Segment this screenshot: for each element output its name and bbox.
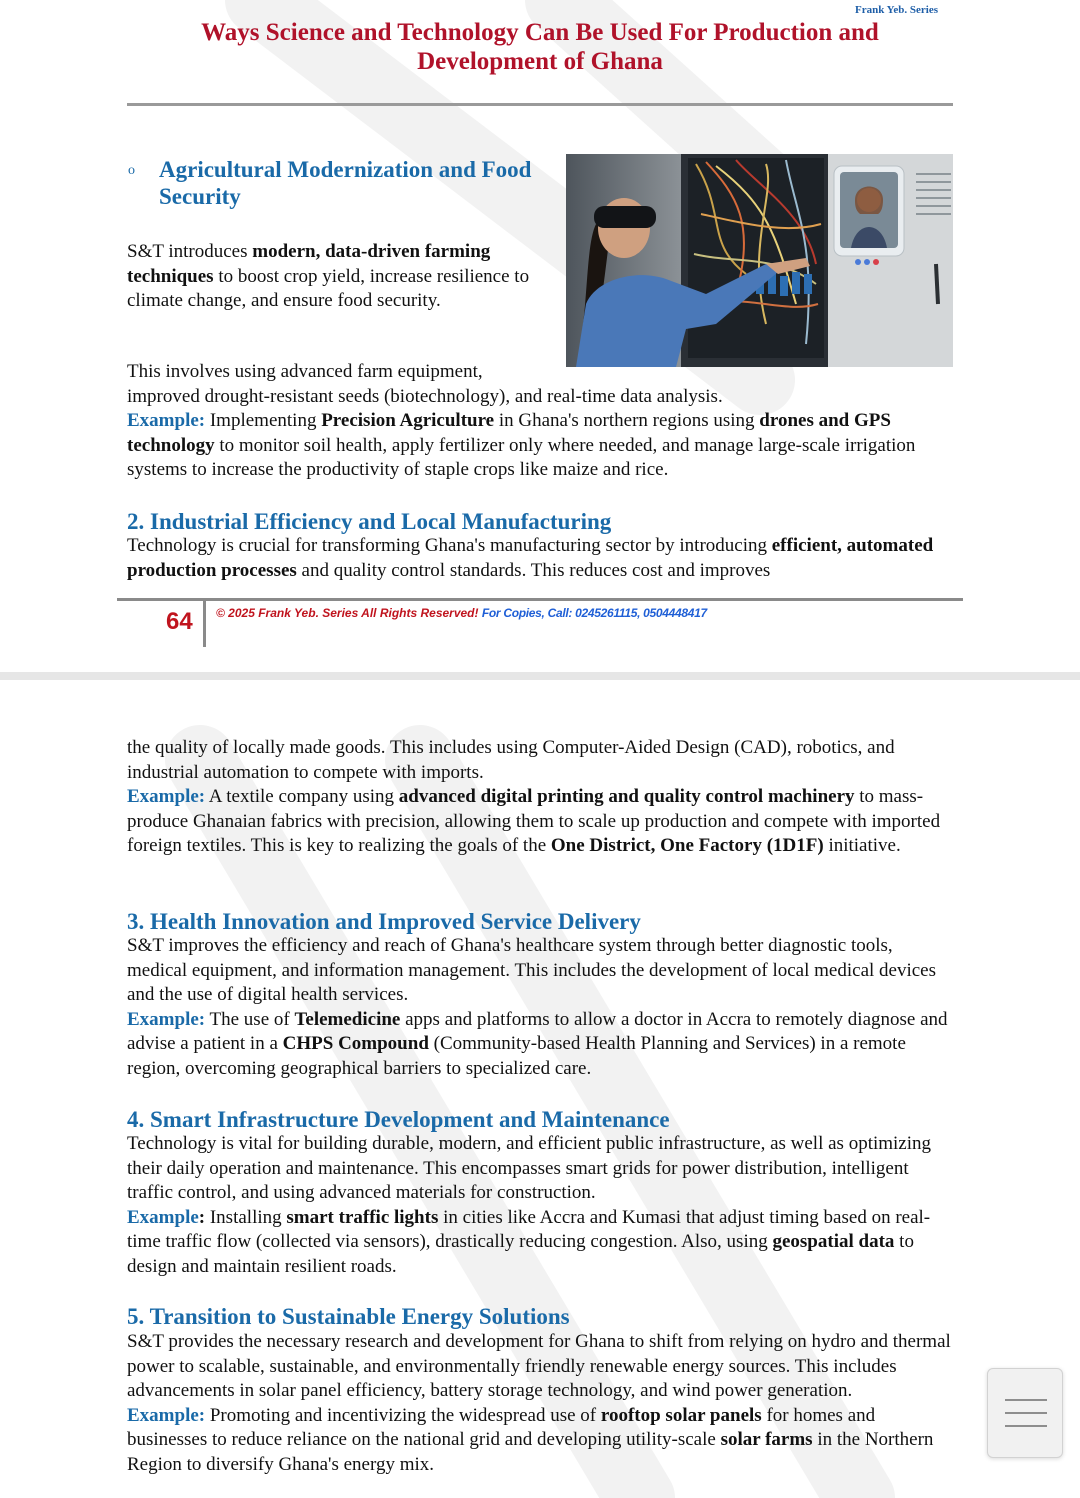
section-heading-agriculture: Agricultural Modernization and Food Security — [159, 157, 532, 209]
menu-button[interactable] — [987, 1368, 1063, 1458]
section-heading-industry: 2. Industrial Efficiency and Local Manufacturing — [127, 509, 612, 534]
copyright-notice: © 2025 Frank Yeb. Series All Rights Reserved! For Copies, Call: 0245261115, 0504448417 — [216, 606, 707, 620]
page-separator — [0, 672, 1080, 680]
section-heading-infrastructure: 4. Smart Infrastructure Development and Maintenance — [127, 1107, 670, 1132]
agri-details: This involves using advanced farm equipment, improved drought-resistant seeds (biotechnology), and real-time data analysis. Example: Implementing Precision Agriculture in Ghana's northern regions using drones and GPS technology to monitor soil health, apply fertilizer only where needed, and manage large-scale irrigation systems to increase the productivity of staple crops like maize and rice. — [127, 361, 916, 480]
bullet-icon: o — [128, 163, 135, 178]
health-body: S&T improves the efficiency and reach of Ghana's healthcare system through better diagnostic tools, medical equipment, and information management. This includes the development of local medical devices and the use of digital health services. Example: The use of Telemedicine apps and platforms to allow a doctor in Accra to remotely diagnose and advise a patient in a CHPS Compound (Community-based Health Planning and Services) in a remote region, overcoming geographical barriers to specialized care. — [127, 935, 948, 1079]
title-divider — [127, 103, 953, 106]
page-number: 64 — [166, 608, 193, 635]
section-heading-energy: 5. Transition to Sustainable Energy Solutions — [127, 1304, 570, 1329]
industry-continued: the quality of locally made goods. This includes using Computer-Aided Design (CAD), robotics, and industrial automation to compete with imports. Example: A textile company using advanced digital printing and quality control machinery to mass-produce Ghanaian fabrics with precision, allowing them to scale up production and compete with imported foreign textiles. This is key to realizing the goals of the One District, One Factory (1D1F) initiative. — [127, 737, 941, 856]
section-heading-health: 3. Health Innovation and Improved Service Delivery — [127, 909, 641, 934]
infrastructure-body: Technology is vital for building durable, modern, and efficient public infrastructure, as well as optimizing their daily operation and maintenance. This encompasses smart grids for power distribution, intelligent traffic control, and using advanced materials for construction. Example: Installing smart traffic lights in cities like Accra and Kumasi that adjust timing based on real-time traffic flow (collected via sensors), drastically reducing congestion. Also, using geospatial data to design and maintain resilient roads. — [127, 1133, 932, 1277]
page-title: Ways Science and Technology Can Be Used For Production and Development of Ghana — [201, 19, 879, 75]
footer-divider — [117, 598, 963, 601]
energy-body: S&T provides the necessary research and development for Ghana to shift from relying on hydro and thermal power to scalable, sustainable, and environmentally friendly renewable energy sources. This includes advancements in solar panel efficiency, battery storage technology, and wind power generation. Example: Promoting and incentivizing the widespread use of rooftop solar panels for homes and businesses to reduce reliance on the national grid and developing utility-scale solar farms in the Northern Region to diversify Ghana's energy mix. — [127, 1331, 951, 1475]
technician-photo — [566, 154, 953, 367]
series-label: Frank Yeb. Series — [854, 4, 938, 16]
menu-icon — [1005, 1399, 1047, 1401]
industry-intro: Technology is crucial for transforming Ghana's manufacturing sector by introducing efficient, automated production processes and quality control standards. This reduces cost and improves — [127, 535, 934, 581]
agri-intro: S&T introduces modern, data-driven farming techniques to boost crop yield, increase resilience to climate change, and ensure food security. — [127, 241, 530, 311]
footer-vertical-divider — [203, 601, 206, 647]
